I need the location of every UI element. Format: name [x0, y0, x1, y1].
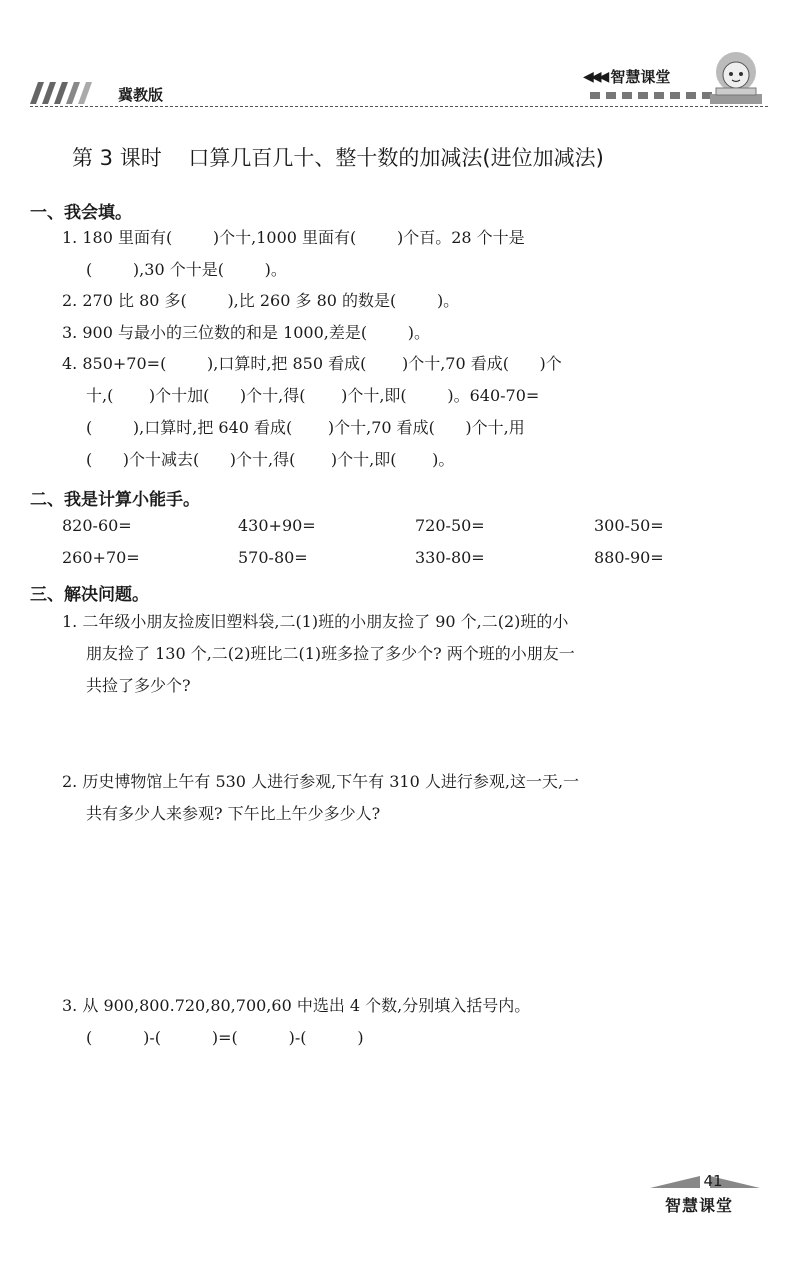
- s1-line-5: 4. 850+70=( ),口算时,把 850 看成( )个十,70 看成( )个: [62, 354, 562, 373]
- s1-line-7: ( ),口算时,把 640 看成( )个十,70 看成( )个十,用: [86, 418, 525, 437]
- calc-item: 330-80=: [415, 548, 485, 567]
- calc-item: 260+70=: [62, 548, 140, 567]
- s3-q3-line-1: 3. 从 900,800.720,80,700,60 中选出 4 个数,分别填入括号内。: [62, 996, 531, 1015]
- s3-q3-answer-template: ( )-( )=( )-( ): [86, 1028, 364, 1047]
- s1-line-3: 2. 270 比 80 多( ),比 260 多 80 的数是( )。: [62, 291, 460, 310]
- s1-line-6: 十,( )个十加( )个十,得( )个十,即( )。640-70=: [86, 386, 540, 405]
- header-brand: [583, 66, 670, 87]
- s3-q2-line-1: 2. 历史博物馆上午有 530 人进行参观,下午有 310 人进行参观,这一天,一: [62, 772, 580, 791]
- s3-q1-line-1: 1. 二年级小朋友捡废旧塑料袋,二(1)班的小朋友捡了 90 个,二(2)班的小: [62, 612, 569, 631]
- edition-label: 冀教版: [118, 86, 164, 104]
- s3-q2-line-2: 共有多少人来参观? 下午比上午少多少人?: [86, 804, 381, 823]
- page-number: 41: [703, 1172, 723, 1190]
- footer-brand: 智慧课堂: [665, 1196, 734, 1215]
- calc-item: 880-90=: [594, 548, 664, 567]
- section-1-heading: 一、我会填。: [30, 203, 132, 223]
- s1-line-2: ( ),30 个十是( )。: [86, 260, 287, 279]
- s1-line-1: 1. 180 里面有( )个十,1000 里面有( )个百。28 个十是: [62, 228, 525, 247]
- calc-item: 570-80=: [238, 548, 308, 567]
- header-stripes-decoration: [30, 82, 100, 104]
- s1-line-8: ( )个十减去( )个十,得( )个十,即( )。: [86, 450, 455, 469]
- section-3-heading: 三、解决问题。: [30, 585, 149, 605]
- header-squares-decoration: [590, 92, 712, 99]
- calc-item: 820-60=: [62, 516, 132, 535]
- calc-item: 300-50=: [594, 516, 664, 535]
- section-2-heading: 二、我是计算小能手。: [30, 490, 200, 510]
- arrow-left-icon: ◀◀◀: [583, 68, 607, 85]
- s1-line-4: 3. 900 与最小的三位数的和是 1000,差是( )。: [62, 323, 431, 342]
- mascot-girl-icon: [706, 48, 766, 106]
- header-divider: [30, 106, 768, 107]
- s3-q1-line-2: 朋友捡了 130 个,二(2)班比二(1)班多捡了多少个? 两个班的小朋友一: [86, 644, 575, 663]
- calc-item: 430+90=: [238, 516, 316, 535]
- s3-q1-line-3: 共捡了多少个?: [86, 676, 191, 695]
- calc-item: 720-50=: [415, 516, 485, 535]
- lesson-title: 第 3 课时 口算几百几十、整十数的加减法(进位加减法): [72, 146, 604, 170]
- header-brand-text: 智慧课堂: [610, 68, 671, 86]
